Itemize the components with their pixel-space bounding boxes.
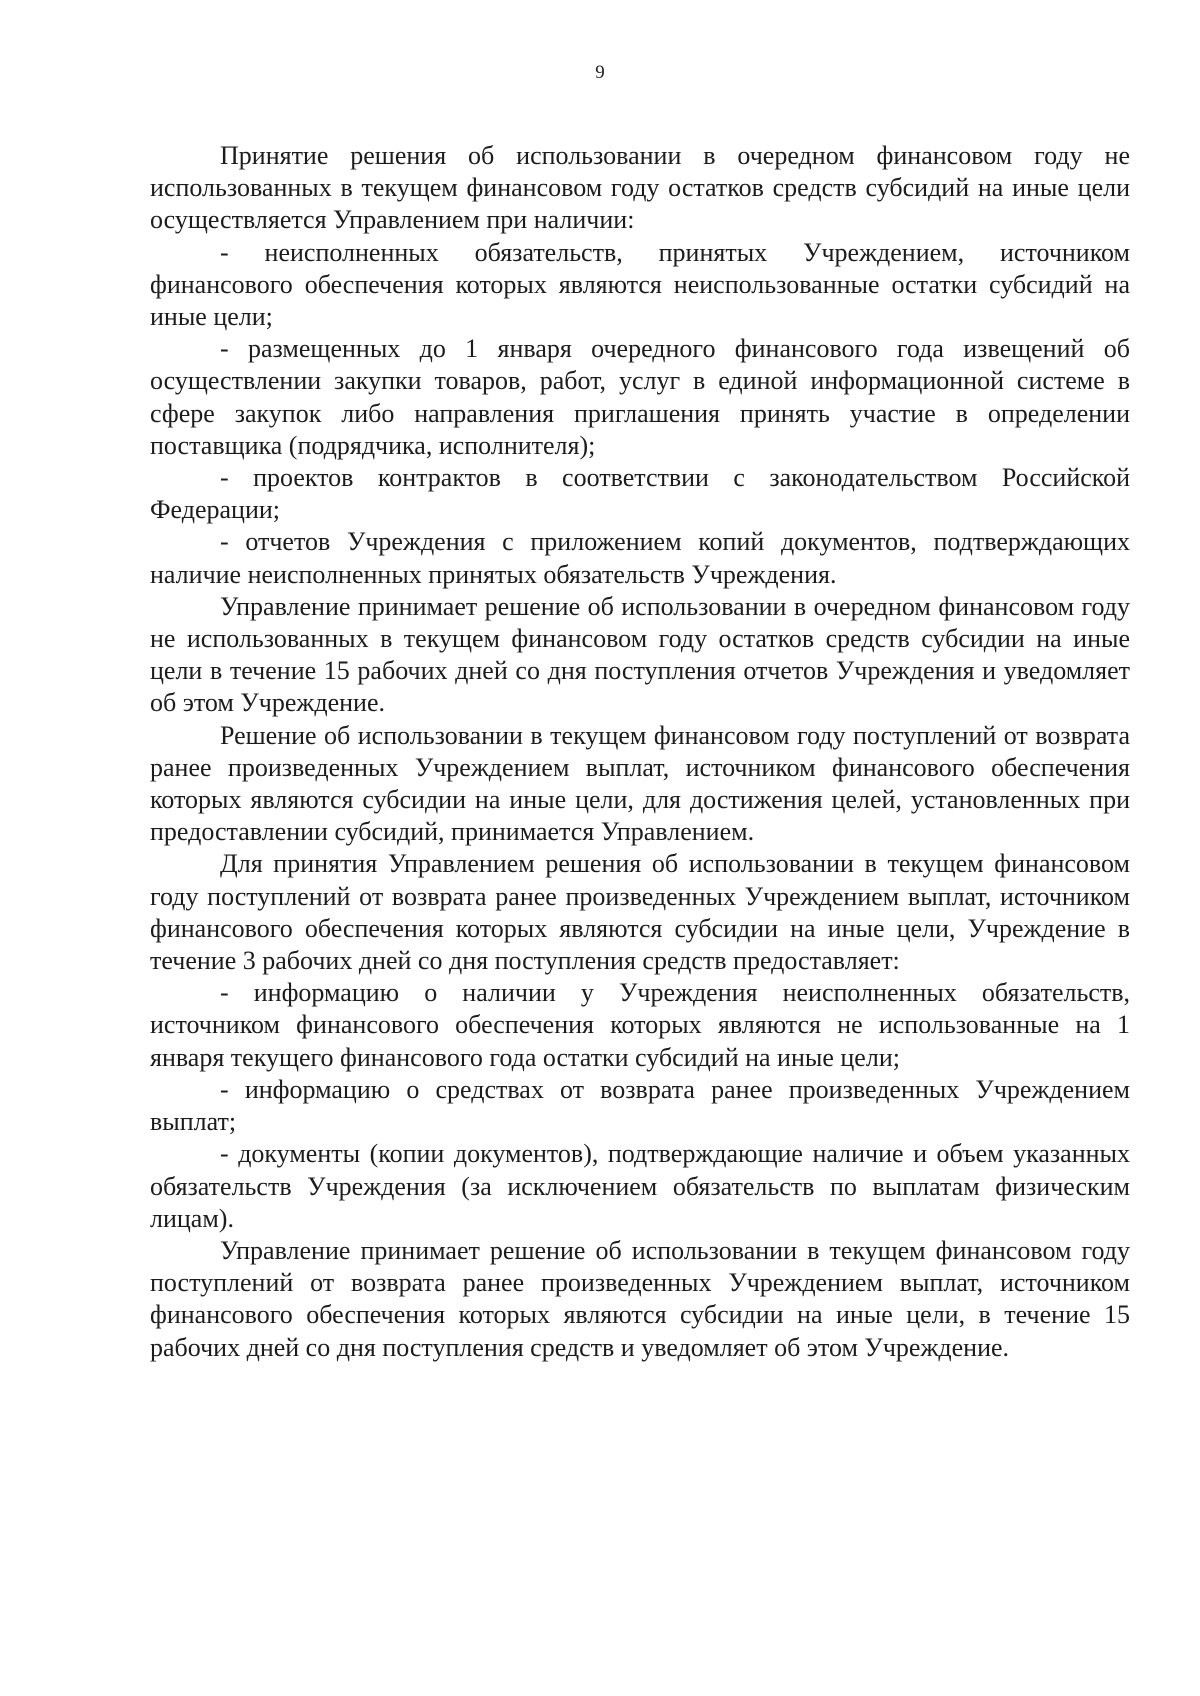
paragraph: - отчетов Учреждения с приложением копий документов, подтверждающих наличие неисполненных принятых обязательств Учреждения. [150,527,1130,589]
paragraph: Управление принимает решение об использовании в текущем финансовом году поступлений от возврата ранее произведенных Учреждением выплат, источником финансового обеспечения которых являются субсидии на иные цели, в течение 15 рабочих дней со дня поступления средств и уведомляет об этом Учреждение. [150,1235,1130,1362]
paragraph: - информацию о наличии у Учреждения неисполненных обязательств, источником финансового обеспечения которых являются не использованные на 1 января текущего финансового года остатки субсидий на иные цели; [150,978,1130,1072]
paragraph: Принятие решения об использовании в очередном финансовом году не использованных в текущем финансовом году остатков средств субсидий на иные цели осуществляется Управлением при наличии: [150,141,1130,235]
paragraph: - информацию о средствах от возврата ранее произведенных Учреждением выплат; [150,1074,1130,1137]
paragraph: - неисполненных обязательств, принятых Учреждением, источником финансового обеспечения которых являются неиспользованные остатки субсидий на иные цели; [150,237,1130,332]
paragraph: - документы (копии документов), подтверждающие наличие и объем указанных обязательств Учреждения (за исключением обязательств по выплатам физическим лицам). [150,1139,1130,1233]
paragraph: Решение об использовании в текущем финансовом году поступлений от возврата ранее произведенных Учреждением выплат, источником финансового обеспечения которых являются субсидии на иные цели, для достижения целей, установленных при предоставлении субсидий, принимается Управлением. [150,720,1130,847]
paragraph: Управление принимает решение об использовании в очередном финансовом году не использованных в текущем финансовом году остатков средств субсидии на иные цели в течение 15 рабочих дней со дня поступления отчетов Учреждения и уведомляет об этом Учреждение. [150,591,1130,718]
page-number: 9 [595,62,605,83]
paragraph: Для принятия Управлением решения об использовании в текущем финансовом году поступлений от возврата ранее произведенных Учреждением выплат, источником финансового обеспечения которых являются субсидии на иные цели, Учреждение в течение 3 рабочих дней со дня поступления средств предоставляет: [150,849,1130,976]
paragraph: - проектов контрактов в соответствии с законодательством Российской Федерации; [150,463,1130,525]
paragraph: - размещенных до 1 января очередного финансового года извещений об осуществлении закупки товаров, работ, услуг в единой информационной системе в сфере закупок либо направления приглашения принять участие в определении поставщика (подрядчика, исполнителя); [150,334,1130,460]
document-body [150,140,1130,1364]
